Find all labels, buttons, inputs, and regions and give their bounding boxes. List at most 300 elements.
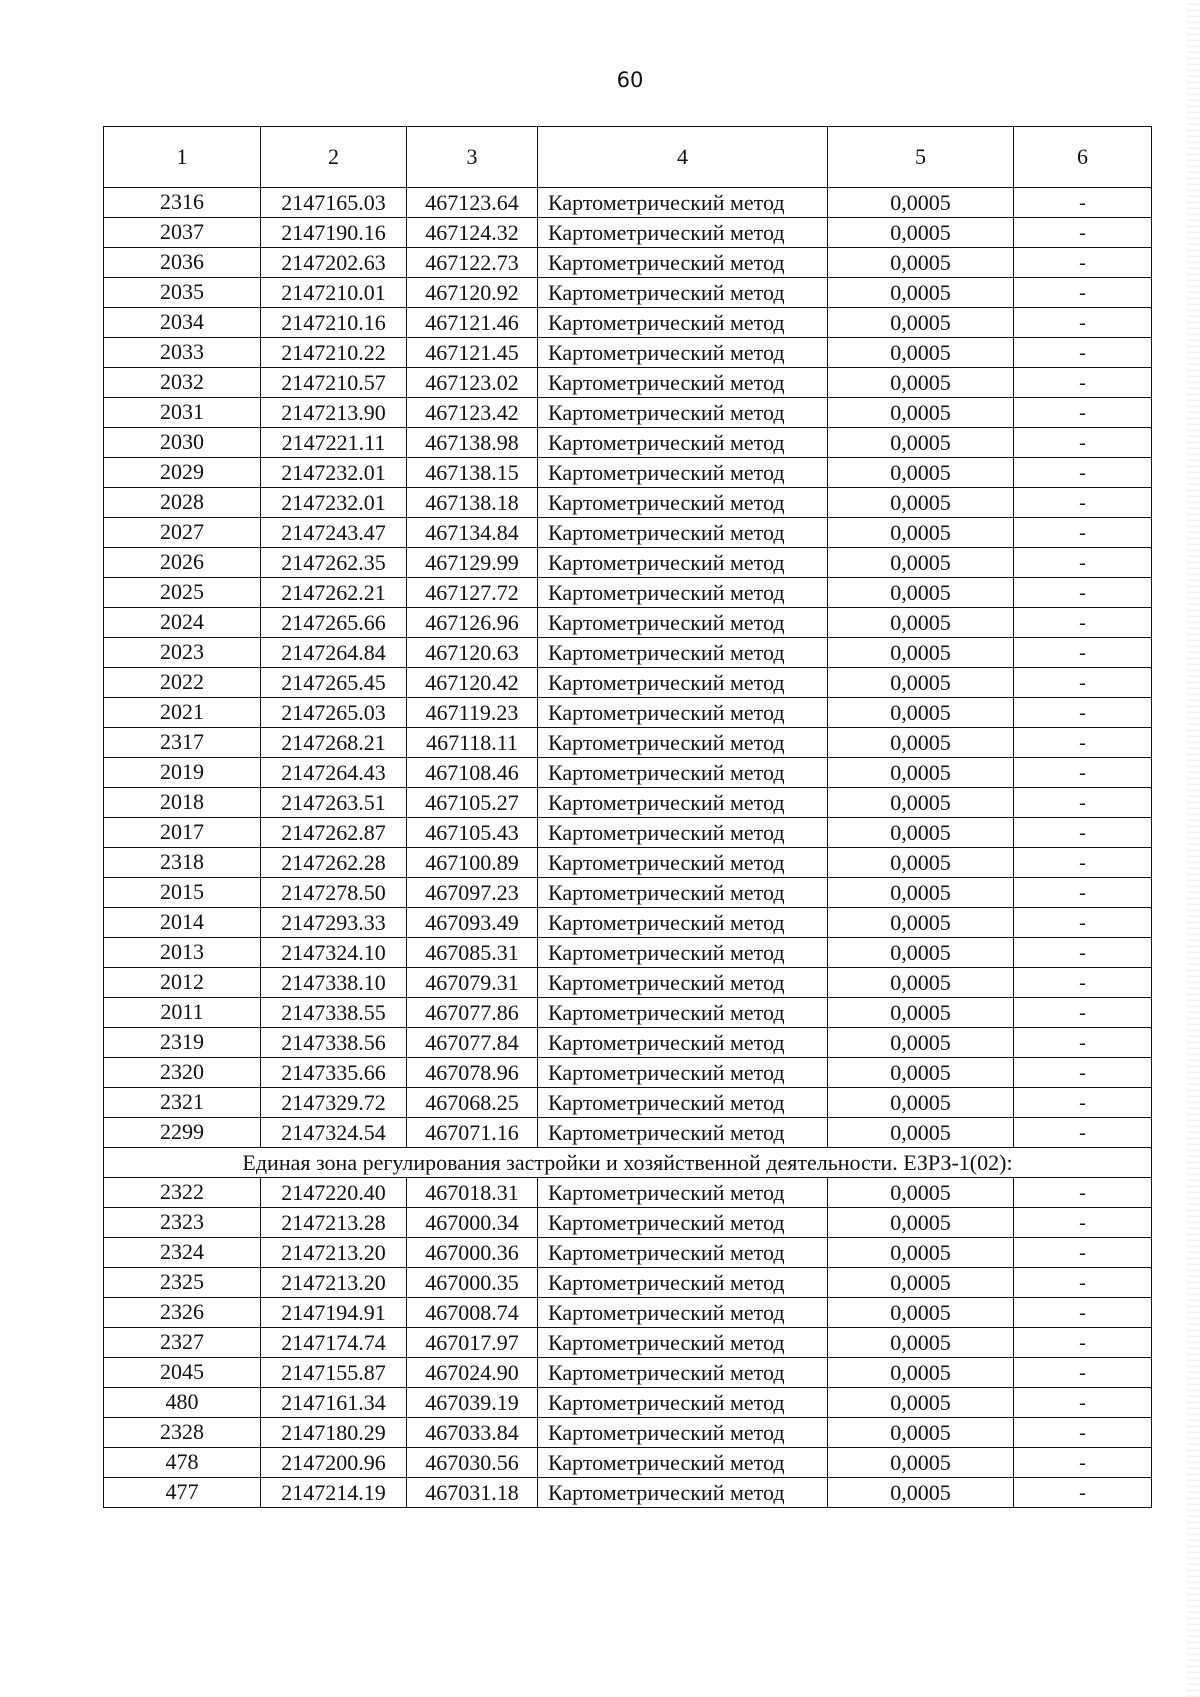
table-row [104, 278, 1152, 308]
note-cell: - [1014, 608, 1152, 638]
x-coordinate-cell: 2147262.28 [261, 848, 407, 878]
accuracy-cell: 0,0005 [828, 518, 1014, 548]
note-cell: - [1014, 248, 1152, 278]
x-coordinate-cell: 2147210.01 [261, 278, 407, 308]
method-cell: Картометрический метод [538, 1328, 828, 1358]
note-cell: - [1014, 1178, 1152, 1208]
table-row [104, 488, 1152, 518]
method-cell: Картометрический метод [538, 908, 828, 938]
accuracy-cell: 0,0005 [828, 638, 1014, 668]
table-row [104, 1328, 1152, 1358]
method-cell: Картометрический метод [538, 1358, 828, 1388]
method-cell: Картометрический метод [538, 398, 828, 428]
point-number-cell: 2027 [104, 518, 261, 548]
method-cell: Картометрический метод [538, 458, 828, 488]
x-coordinate-cell: 2147161.34 [261, 1388, 407, 1418]
method-cell: Картометрический метод [538, 518, 828, 548]
table-row [104, 668, 1152, 698]
point-number-cell: 2324 [104, 1238, 261, 1268]
table-row [104, 758, 1152, 788]
method-cell: Картометрический метод [538, 338, 828, 368]
accuracy-cell: 0,0005 [828, 818, 1014, 848]
method-cell: Картометрический метод [538, 788, 828, 818]
x-coordinate-cell: 2147338.56 [261, 1028, 407, 1058]
x-coordinate-cell: 2147165.03 [261, 188, 407, 218]
method-cell: Картометрический метод [538, 428, 828, 458]
x-coordinate-cell: 2147264.84 [261, 638, 407, 668]
method-cell: Картометрический метод [538, 998, 828, 1028]
method-cell: Картометрический метод [538, 1028, 828, 1058]
method-cell: Картометрический метод [538, 728, 828, 758]
note-cell: - [1014, 1208, 1152, 1238]
x-coordinate-cell: 2147335.66 [261, 1058, 407, 1088]
note-cell: - [1014, 458, 1152, 488]
x-coordinate-cell: 2147262.87 [261, 818, 407, 848]
table-row [104, 638, 1152, 668]
accuracy-cell: 0,0005 [828, 1298, 1014, 1328]
point-number-cell: 2013 [104, 938, 261, 968]
point-number-cell: 478 [104, 1448, 261, 1478]
note-cell: - [1014, 1418, 1152, 1448]
accuracy-cell: 0,0005 [828, 578, 1014, 608]
table-row [104, 1358, 1152, 1388]
accuracy-cell: 0,0005 [828, 308, 1014, 338]
accuracy-cell: 0,0005 [828, 1088, 1014, 1118]
note-cell: - [1014, 1328, 1152, 1358]
x-coordinate-cell: 2147262.21 [261, 578, 407, 608]
method-cell: Картометрический метод [538, 1268, 828, 1298]
table-row [104, 1268, 1152, 1298]
accuracy-cell: 0,0005 [828, 608, 1014, 638]
method-cell: Картометрический метод [538, 608, 828, 638]
point-number-cell: 2037 [104, 218, 261, 248]
note-cell: - [1014, 908, 1152, 938]
note-cell: - [1014, 758, 1152, 788]
point-number-cell: 2033 [104, 338, 261, 368]
method-cell: Картометрический метод [538, 1418, 828, 1448]
point-number-cell: 2022 [104, 668, 261, 698]
y-coordinate-cell: 467138.18 [407, 488, 538, 518]
table-row [104, 788, 1152, 818]
point-number-cell: 2328 [104, 1418, 261, 1448]
x-coordinate-cell: 2147213.90 [261, 398, 407, 428]
table-row [104, 308, 1152, 338]
point-number-cell: 2011 [104, 998, 261, 1028]
accuracy-cell: 0,0005 [828, 848, 1014, 878]
x-coordinate-cell: 2147232.01 [261, 488, 407, 518]
accuracy-cell: 0,0005 [828, 218, 1014, 248]
point-number-cell: 2323 [104, 1208, 261, 1238]
note-cell: - [1014, 878, 1152, 908]
method-cell: Картометрический метод [538, 1448, 828, 1478]
point-number-cell: 2021 [104, 698, 261, 728]
x-coordinate-cell: 2147155.87 [261, 1358, 407, 1388]
y-coordinate-cell: 467030.56 [407, 1448, 538, 1478]
x-coordinate-cell: 2147213.20 [261, 1238, 407, 1268]
note-cell: - [1014, 1478, 1152, 1508]
table-row [104, 878, 1152, 908]
point-number-cell: 2034 [104, 308, 261, 338]
y-coordinate-cell: 467039.19 [407, 1388, 538, 1418]
y-coordinate-cell: 467123.02 [407, 368, 538, 398]
point-number-cell: 2317 [104, 728, 261, 758]
page-number: 60 [616, 68, 644, 92]
x-coordinate-cell: 2147265.45 [261, 668, 407, 698]
accuracy-cell: 0,0005 [828, 1058, 1014, 1088]
note-cell: - [1014, 188, 1152, 218]
point-number-cell: 2031 [104, 398, 261, 428]
accuracy-cell: 0,0005 [828, 908, 1014, 938]
note-cell: - [1014, 968, 1152, 998]
method-cell: Картометрический метод [538, 758, 828, 788]
note-cell: - [1014, 518, 1152, 548]
table-row [104, 1448, 1152, 1478]
note-cell: - [1014, 1388, 1152, 1418]
table-row [104, 728, 1152, 758]
point-number-cell: 2024 [104, 608, 261, 638]
accuracy-cell: 0,0005 [828, 1358, 1014, 1388]
table-row [104, 1388, 1152, 1418]
y-coordinate-cell: 467105.27 [407, 788, 538, 818]
y-coordinate-cell: 467017.97 [407, 1328, 538, 1358]
method-cell: Картометрический метод [538, 1058, 828, 1088]
accuracy-cell: 0,0005 [828, 1328, 1014, 1358]
note-cell: - [1014, 578, 1152, 608]
point-number-cell: 2327 [104, 1328, 261, 1358]
method-cell: Картометрический метод [538, 1118, 828, 1148]
x-coordinate-cell: 2147174.74 [261, 1328, 407, 1358]
accuracy-cell: 0,0005 [828, 458, 1014, 488]
y-coordinate-cell: 467129.99 [407, 548, 538, 578]
x-coordinate-cell: 2147263.51 [261, 788, 407, 818]
accuracy-cell: 0,0005 [828, 998, 1014, 1028]
point-number-cell: 2326 [104, 1298, 261, 1328]
y-coordinate-cell: 467008.74 [407, 1298, 538, 1328]
x-coordinate-cell: 2147202.63 [261, 248, 407, 278]
y-coordinate-cell: 467121.45 [407, 338, 538, 368]
x-coordinate-cell: 2147243.47 [261, 518, 407, 548]
table-row [104, 1118, 1152, 1148]
x-coordinate-cell: 2147214.19 [261, 1478, 407, 1508]
point-number-cell: 2026 [104, 548, 261, 578]
accuracy-cell: 0,0005 [828, 248, 1014, 278]
note-cell: - [1014, 998, 1152, 1028]
note-cell: - [1014, 698, 1152, 728]
accuracy-cell: 0,0005 [828, 188, 1014, 218]
x-coordinate-cell: 2147221.11 [261, 428, 407, 458]
note-cell: - [1014, 488, 1152, 518]
table-row [104, 968, 1152, 998]
point-number-cell: 2318 [104, 848, 261, 878]
table-row [104, 218, 1152, 248]
table-row [104, 188, 1152, 218]
x-coordinate-cell: 2147262.35 [261, 548, 407, 578]
note-cell: - [1014, 1358, 1152, 1388]
y-coordinate-cell: 467119.23 [407, 698, 538, 728]
y-coordinate-cell: 467085.31 [407, 938, 538, 968]
x-coordinate-cell: 2147278.50 [261, 878, 407, 908]
y-coordinate-cell: 467000.36 [407, 1238, 538, 1268]
note-cell: - [1014, 848, 1152, 878]
note-cell: - [1014, 1028, 1152, 1058]
method-cell: Картометрический метод [538, 488, 828, 518]
point-number-cell: 2015 [104, 878, 261, 908]
y-coordinate-cell: 467000.34 [407, 1208, 538, 1238]
method-cell: Картометрический метод [538, 188, 828, 218]
point-number-cell: 2014 [104, 908, 261, 938]
y-coordinate-cell: 467126.96 [407, 608, 538, 638]
x-coordinate-cell: 2147329.72 [261, 1088, 407, 1118]
x-coordinate-cell: 2147190.16 [261, 218, 407, 248]
point-number-cell: 2322 [104, 1178, 261, 1208]
table-row [104, 1178, 1152, 1208]
y-coordinate-cell: 467120.42 [407, 668, 538, 698]
y-coordinate-cell: 467100.89 [407, 848, 538, 878]
method-cell: Картометрический метод [538, 1478, 828, 1508]
note-cell: - [1014, 1058, 1152, 1088]
x-coordinate-cell: 2147265.66 [261, 608, 407, 638]
accuracy-cell: 0,0005 [828, 698, 1014, 728]
table-row [104, 398, 1152, 428]
method-cell: Картометрический метод [538, 668, 828, 698]
point-number-cell: 2030 [104, 428, 261, 458]
point-number-cell: 2316 [104, 188, 261, 218]
note-cell: - [1014, 1298, 1152, 1328]
method-cell: Картометрический метод [538, 248, 828, 278]
method-cell: Картометрический метод [538, 308, 828, 338]
point-number-cell: 477 [104, 1478, 261, 1508]
accuracy-cell: 0,0005 [828, 1478, 1014, 1508]
note-cell: - [1014, 278, 1152, 308]
column-header-4: 4 [538, 127, 828, 188]
y-coordinate-cell: 467024.90 [407, 1358, 538, 1388]
note-cell: - [1014, 398, 1152, 428]
column-header-5: 5 [828, 127, 1014, 188]
method-cell: Картометрический метод [538, 968, 828, 998]
table-row [104, 998, 1152, 1028]
accuracy-cell: 0,0005 [828, 488, 1014, 518]
x-coordinate-cell: 2147210.16 [261, 308, 407, 338]
y-coordinate-cell: 467122.73 [407, 248, 538, 278]
method-cell: Картометрический метод [538, 1298, 828, 1328]
accuracy-cell: 0,0005 [828, 428, 1014, 458]
table-row [104, 848, 1152, 878]
y-coordinate-cell: 467121.46 [407, 308, 538, 338]
point-number-cell: 2018 [104, 788, 261, 818]
x-coordinate-cell: 2147213.28 [261, 1208, 407, 1238]
note-cell: - [1014, 788, 1152, 818]
method-cell: Картометрический метод [538, 1178, 828, 1208]
note-cell: - [1014, 1118, 1152, 1148]
note-cell: - [1014, 368, 1152, 398]
table-row [104, 248, 1152, 278]
method-cell: Картометрический метод [538, 938, 828, 968]
x-coordinate-cell: 2147180.29 [261, 1418, 407, 1448]
table-row [104, 548, 1152, 578]
x-coordinate-cell: 2147338.55 [261, 998, 407, 1028]
note-cell: - [1014, 728, 1152, 758]
table-row [104, 1298, 1152, 1328]
table-row [104, 1088, 1152, 1118]
table-row [104, 1238, 1152, 1268]
column-header-3: 3 [407, 127, 538, 188]
method-cell: Картометрический метод [538, 278, 828, 308]
note-cell: - [1014, 218, 1152, 248]
y-coordinate-cell: 467138.98 [407, 428, 538, 458]
x-coordinate-cell: 2147200.96 [261, 1448, 407, 1478]
accuracy-cell: 0,0005 [828, 1178, 1014, 1208]
scan-edge-artifact [1186, 0, 1200, 1697]
y-coordinate-cell: 467018.31 [407, 1178, 538, 1208]
method-cell: Картометрический метод [538, 218, 828, 248]
method-cell: Картометрический метод [538, 1088, 828, 1118]
table-row [104, 338, 1152, 368]
point-number-cell: 2319 [104, 1028, 261, 1058]
accuracy-cell: 0,0005 [828, 1028, 1014, 1058]
coordinates-table [103, 126, 1152, 1508]
note-cell: - [1014, 1448, 1152, 1478]
x-coordinate-cell: 2147264.43 [261, 758, 407, 788]
point-number-cell: 2035 [104, 278, 261, 308]
note-cell: - [1014, 308, 1152, 338]
table-row [104, 698, 1152, 728]
point-number-cell: 2028 [104, 488, 261, 518]
method-cell: Картометрический метод [538, 698, 828, 728]
method-cell: Картометрический метод [538, 818, 828, 848]
accuracy-cell: 0,0005 [828, 1118, 1014, 1148]
accuracy-cell: 0,0005 [828, 728, 1014, 758]
column-header-6: 6 [1014, 127, 1152, 188]
point-number-cell: 2036 [104, 248, 261, 278]
table-row [104, 818, 1152, 848]
point-number-cell: 2025 [104, 578, 261, 608]
method-cell: Картометрический метод [538, 578, 828, 608]
section-row [104, 1148, 1152, 1178]
x-coordinate-cell: 2147324.10 [261, 938, 407, 968]
x-coordinate-cell: 2147338.10 [261, 968, 407, 998]
accuracy-cell: 0,0005 [828, 548, 1014, 578]
point-number-cell: 2032 [104, 368, 261, 398]
point-number-cell: 2019 [104, 758, 261, 788]
y-coordinate-cell: 467078.96 [407, 1058, 538, 1088]
y-coordinate-cell: 467138.15 [407, 458, 538, 488]
table-row [104, 1478, 1152, 1508]
point-number-cell: 2017 [104, 818, 261, 848]
y-coordinate-cell: 467000.35 [407, 1268, 538, 1298]
y-coordinate-cell: 467123.64 [407, 188, 538, 218]
method-cell: Картометрический метод [538, 1208, 828, 1238]
note-cell: - [1014, 548, 1152, 578]
note-cell: - [1014, 1268, 1152, 1298]
y-coordinate-cell: 467093.49 [407, 908, 538, 938]
point-number-cell: 2325 [104, 1268, 261, 1298]
accuracy-cell: 0,0005 [828, 668, 1014, 698]
table-row [104, 908, 1152, 938]
x-coordinate-cell: 2147213.20 [261, 1268, 407, 1298]
x-coordinate-cell: 2147293.33 [261, 908, 407, 938]
accuracy-cell: 0,0005 [828, 278, 1014, 308]
point-number-cell: 2320 [104, 1058, 261, 1088]
note-cell: - [1014, 938, 1152, 968]
method-cell: Картометрический метод [538, 878, 828, 908]
point-number-cell: 2299 [104, 1118, 261, 1148]
y-coordinate-cell: 467120.63 [407, 638, 538, 668]
y-coordinate-cell: 467071.16 [407, 1118, 538, 1148]
accuracy-cell: 0,0005 [828, 878, 1014, 908]
point-number-cell: 2029 [104, 458, 261, 488]
table-row [104, 518, 1152, 548]
table-row [104, 458, 1152, 488]
y-coordinate-cell: 467077.86 [407, 998, 538, 1028]
method-cell: Картометрический метод [538, 1238, 828, 1268]
x-coordinate-cell: 2147232.01 [261, 458, 407, 488]
note-cell: - [1014, 668, 1152, 698]
table-row [104, 1058, 1152, 1088]
table-row [104, 368, 1152, 398]
method-cell: Картометрический метод [538, 368, 828, 398]
table-row [104, 608, 1152, 638]
y-coordinate-cell: 467068.25 [407, 1088, 538, 1118]
section-title: Единая зона регулирования застройки и хозяйственной деятельности. ЕЗРЗ-1(02): [104, 1148, 1152, 1178]
accuracy-cell: 0,0005 [828, 1448, 1014, 1478]
accuracy-cell: 0,0005 [828, 758, 1014, 788]
y-coordinate-cell: 467127.72 [407, 578, 538, 608]
column-header-2: 2 [261, 127, 407, 188]
method-cell: Картометрический метод [538, 548, 828, 578]
accuracy-cell: 0,0005 [828, 338, 1014, 368]
method-cell: Картометрический метод [538, 638, 828, 668]
note-cell: - [1014, 1238, 1152, 1268]
note-cell: - [1014, 1088, 1152, 1118]
y-coordinate-cell: 467031.18 [407, 1478, 538, 1508]
method-cell: Картометрический метод [538, 1388, 828, 1418]
point-number-cell: 480 [104, 1388, 261, 1418]
y-coordinate-cell: 467134.84 [407, 518, 538, 548]
point-number-cell: 2012 [104, 968, 261, 998]
x-coordinate-cell: 2147194.91 [261, 1298, 407, 1328]
point-number-cell: 2045 [104, 1358, 261, 1388]
y-coordinate-cell: 467077.84 [407, 1028, 538, 1058]
x-coordinate-cell: 2147220.40 [261, 1178, 407, 1208]
note-cell: - [1014, 638, 1152, 668]
table-row [104, 938, 1152, 968]
y-coordinate-cell: 467124.32 [407, 218, 538, 248]
x-coordinate-cell: 2147210.57 [261, 368, 407, 398]
y-coordinate-cell: 467123.42 [407, 398, 538, 428]
y-coordinate-cell: 467105.43 [407, 818, 538, 848]
y-coordinate-cell: 467079.31 [407, 968, 538, 998]
x-coordinate-cell: 2147268.21 [261, 728, 407, 758]
accuracy-cell: 0,0005 [828, 1268, 1014, 1298]
y-coordinate-cell: 467097.23 [407, 878, 538, 908]
y-coordinate-cell: 467108.46 [407, 758, 538, 788]
accuracy-cell: 0,0005 [828, 368, 1014, 398]
column-header-1: 1 [104, 127, 261, 188]
x-coordinate-cell: 2147210.22 [261, 338, 407, 368]
x-coordinate-cell: 2147265.03 [261, 698, 407, 728]
point-number-cell: 2023 [104, 638, 261, 668]
accuracy-cell: 0,0005 [828, 1418, 1014, 1448]
table-row [104, 578, 1152, 608]
accuracy-cell: 0,0005 [828, 1388, 1014, 1418]
note-cell: - [1014, 428, 1152, 458]
x-coordinate-cell: 2147324.54 [261, 1118, 407, 1148]
y-coordinate-cell: 467118.11 [407, 728, 538, 758]
accuracy-cell: 0,0005 [828, 968, 1014, 998]
table-row [104, 1418, 1152, 1448]
accuracy-cell: 0,0005 [828, 788, 1014, 818]
header-row [104, 127, 1152, 188]
